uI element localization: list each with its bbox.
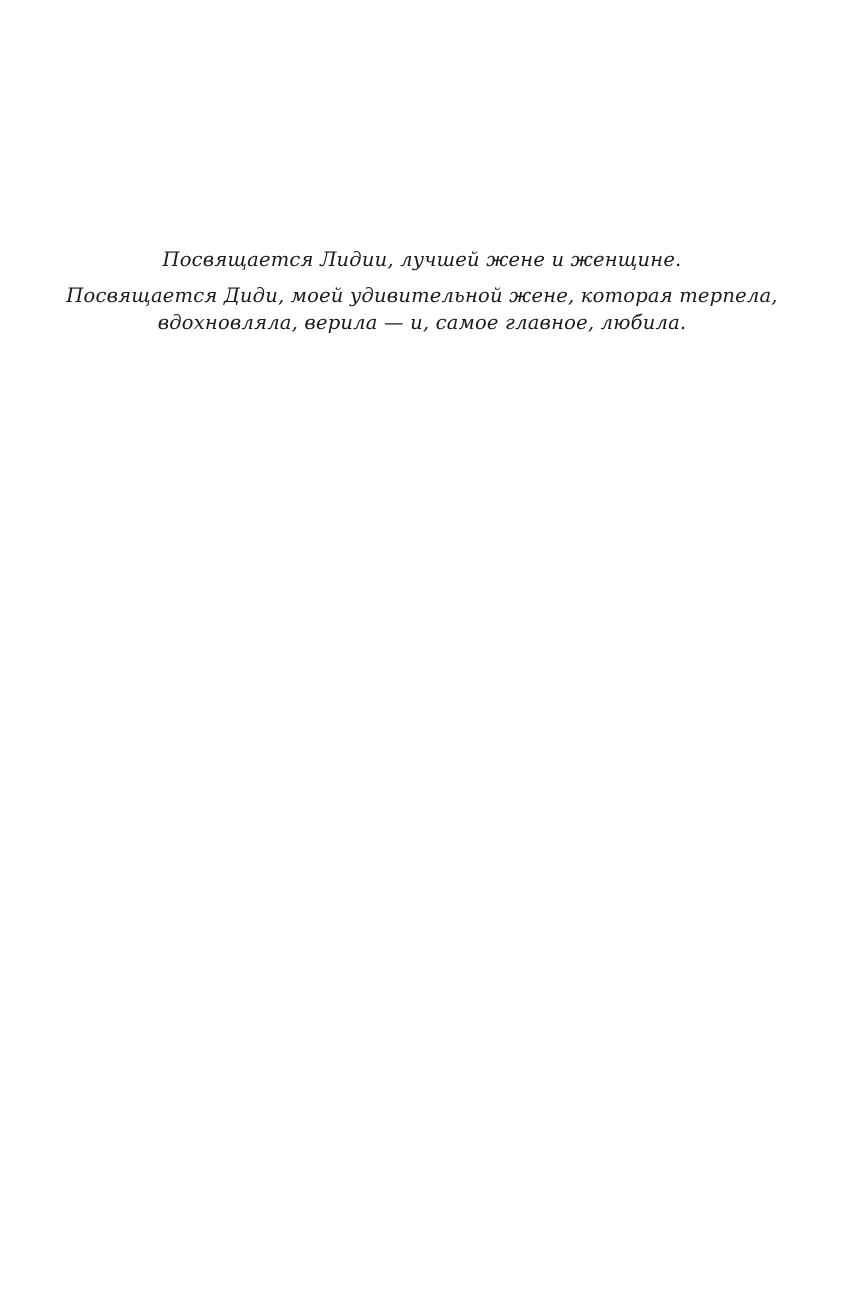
dedication-paragraph-1: Посвящается Лидии, лучшей жене и женщине. [162,248,682,271]
dedication-paragraph-2-line-2: вдохновляла, верила — и, самое главное, любила. [157,311,687,334]
dedication-paragraph-2-line-1: Посвящается Диди, моей удивительной жене, которая терпела, [66,284,778,307]
dedication-paragraph-2 [0,282,844,336]
dedication-text-block [0,246,844,336]
